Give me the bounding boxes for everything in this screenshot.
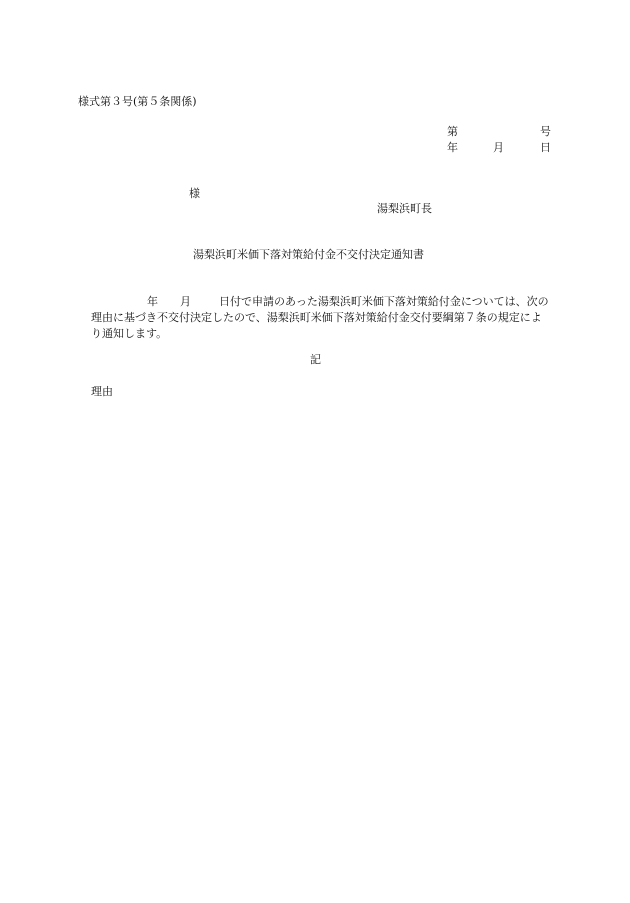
- form-label: 様式第３号(第５条関係): [78, 95, 197, 108]
- addressee-honorific: 様: [189, 187, 200, 200]
- sender-name: 湯梨浜町長: [377, 202, 432, 215]
- body-year: 年: [147, 295, 158, 308]
- issue-date-year: 年: [447, 141, 458, 154]
- reason-label: 理由: [91, 385, 113, 398]
- body-month: 月: [180, 295, 191, 308]
- issue-date-month: 月: [493, 141, 504, 154]
- document-title: 湯梨浜町米価下落対策給付金不交付決定通知書: [193, 248, 424, 261]
- body-text: 日付で申請のあった湯梨浜町米価下落対策給付金については、次の理由に基づき不交付決定したので、湯梨浜町米価下落対策給付金交付要綱第７条の規定により通知します。: [91, 295, 549, 340]
- document-number-prefix: 第: [447, 125, 458, 138]
- ki-heading: 記: [310, 353, 321, 366]
- document-number-suffix: 号: [540, 125, 551, 138]
- body-paragraph: [91, 294, 549, 342]
- issue-date-day: 日: [540, 141, 551, 154]
